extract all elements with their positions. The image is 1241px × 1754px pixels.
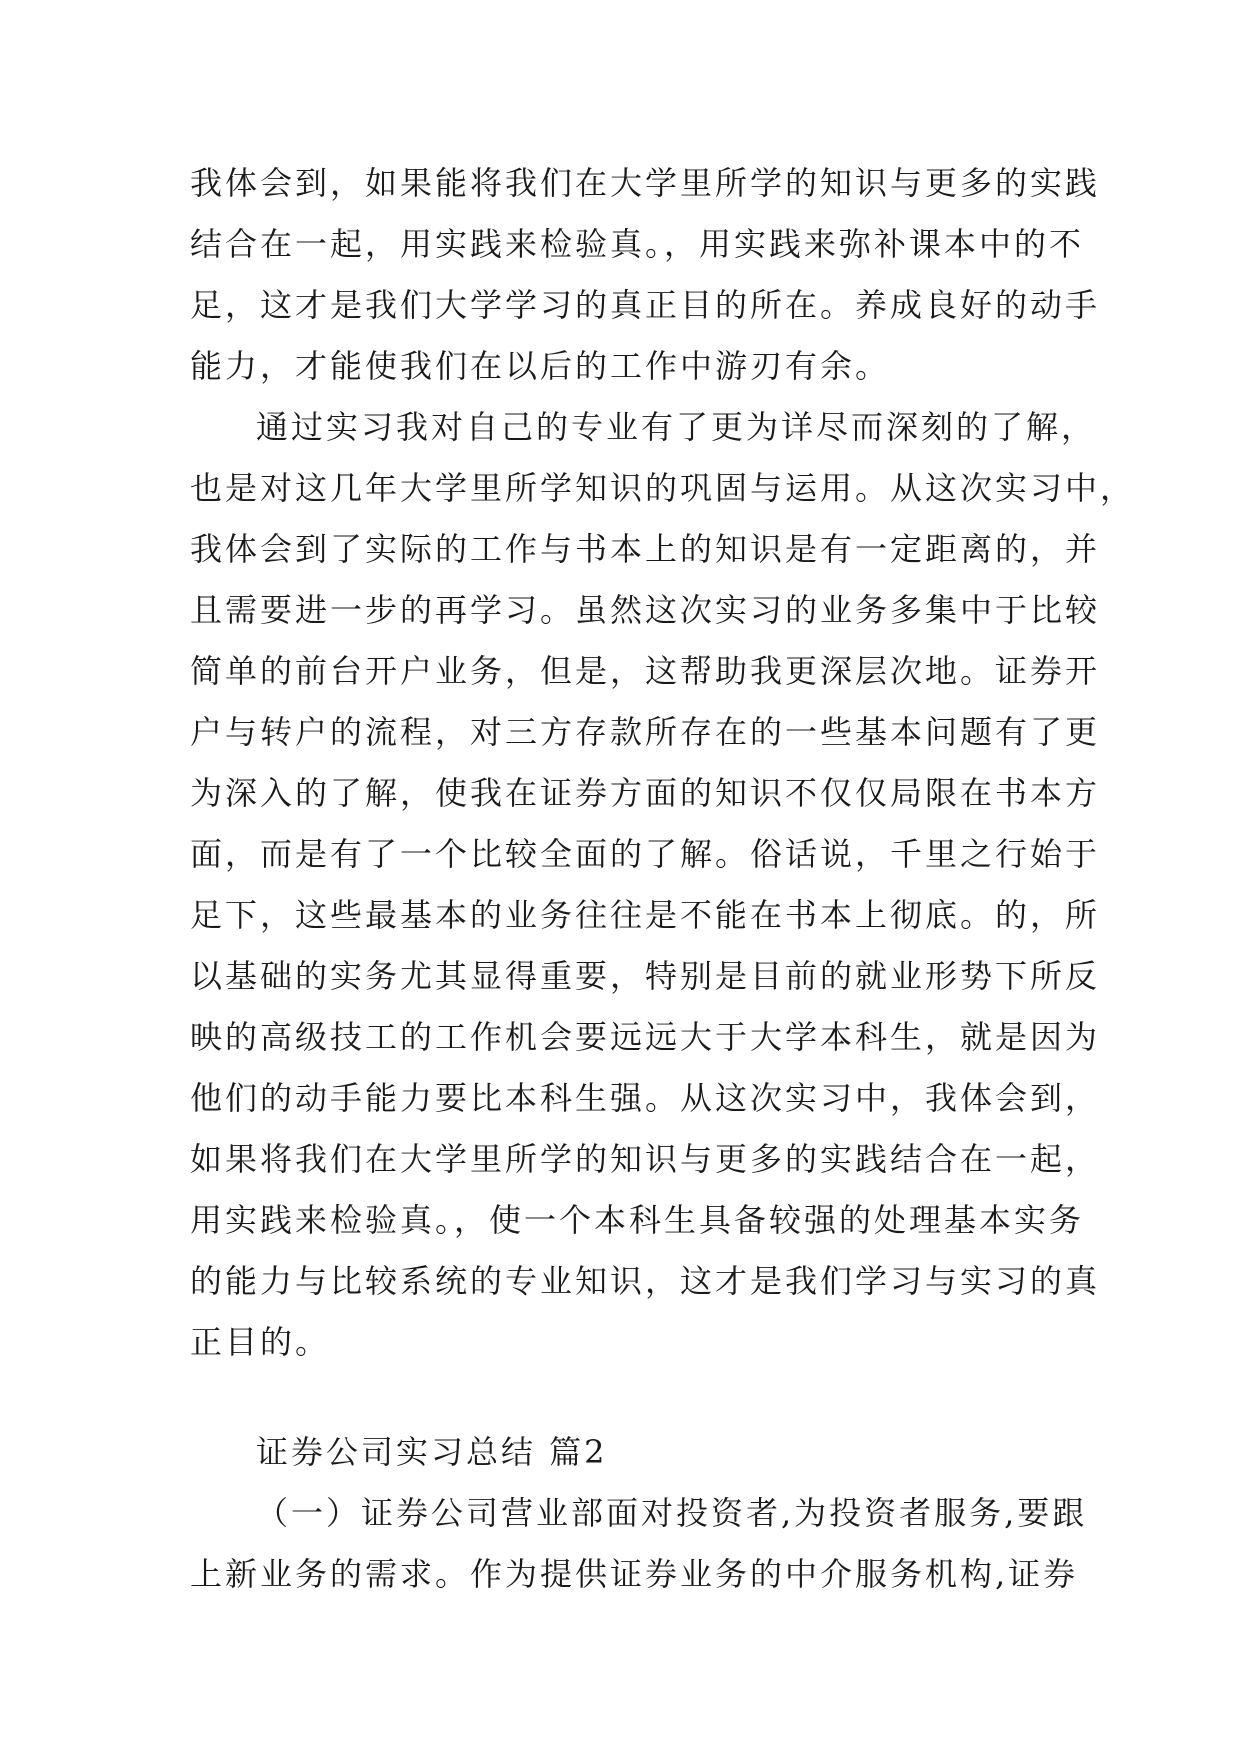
paragraph-2-line-7: 为深入的了解，使我在证券方面的知识不仅仅局限在书本方 bbox=[190, 774, 1101, 812]
paragraph-1-line-4: 能力，才能使我们在以后的工作中游刃有余。 bbox=[190, 347, 891, 385]
paragraph-2-line-15: 的能力与比较系统的专业知识，这才是我们学习与实习的真 bbox=[190, 1262, 1101, 1300]
paragraph-3-line-1: （一）证券公司营业部面对投资者,为投资者服务,要跟 bbox=[256, 1494, 1088, 1532]
section-heading: 证券公司实习总结 篇2 bbox=[256, 1433, 608, 1471]
paragraph-2-line-6: 户与转户的流程，对三方存款所存在的一些基本问题有了更 bbox=[190, 713, 1101, 751]
paragraph-2-line-14: 用实践来检验真。，使一个本科生具备较强的处理基本实务 bbox=[190, 1201, 1085, 1239]
paragraph-2-line-5: 简单的前台开户业务，但是，这帮助我更深层次地。证券开 bbox=[190, 652, 1101, 690]
paragraph-3-line-2: 上新业务的需求。作为提供证券业务的中介服务机构,证券 bbox=[190, 1555, 1079, 1593]
paragraph-2-line-11: 映的高级技工的工作机会要远远大于大学本科生，就是因为 bbox=[190, 1018, 1101, 1056]
paragraph-2-line-8: 面，而是有了一个比较全面的了解。俗话说，千里之行始于 bbox=[190, 835, 1101, 873]
paragraph-2-line-3: 我体会到了实际的工作与书本上的知识是有一定距离的，并 bbox=[190, 530, 1101, 568]
paragraph-2-line-2: 也是对这几年大学里所学知识的巩固与运用。从这次实习中， bbox=[190, 469, 1136, 507]
paragraph-1-line-2: 结合在一起，用实践来检验真。，用实践来弥补课本中的不 bbox=[190, 225, 1085, 263]
paragraph-1-line-1: 我体会到，如果能将我们在大学里所学的知识与更多的实践 bbox=[190, 164, 1101, 202]
paragraph-2-line-12: 他们的动手能力要比本科生强。从这次实习中，我体会到， bbox=[190, 1079, 1101, 1117]
paragraph-2-line-13: 如果将我们在大学里所学的知识与更多的实践结合在一起， bbox=[190, 1140, 1101, 1178]
paragraph-1-line-3: 足，这才是我们大学学习的真正目的所在。养成良好的动手 bbox=[190, 286, 1101, 324]
paragraph-2-line-10: 以基础的实务尤其显得重要，特别是目前的就业形势下所反 bbox=[190, 957, 1101, 995]
paragraph-2-line-4: 且需要进一步的再学习。虽然这次实习的业务多集中于比较 bbox=[190, 591, 1101, 629]
paragraph-2-line-1: 通过实习我对自己的专业有了更为详尽而深刻的了解， bbox=[256, 408, 1097, 446]
paragraph-2-line-16: 正目的。 bbox=[190, 1323, 331, 1361]
paragraph-2-line-9: 足下，这些最基本的业务往往是不能在书本上彻底。的，所 bbox=[190, 896, 1101, 934]
